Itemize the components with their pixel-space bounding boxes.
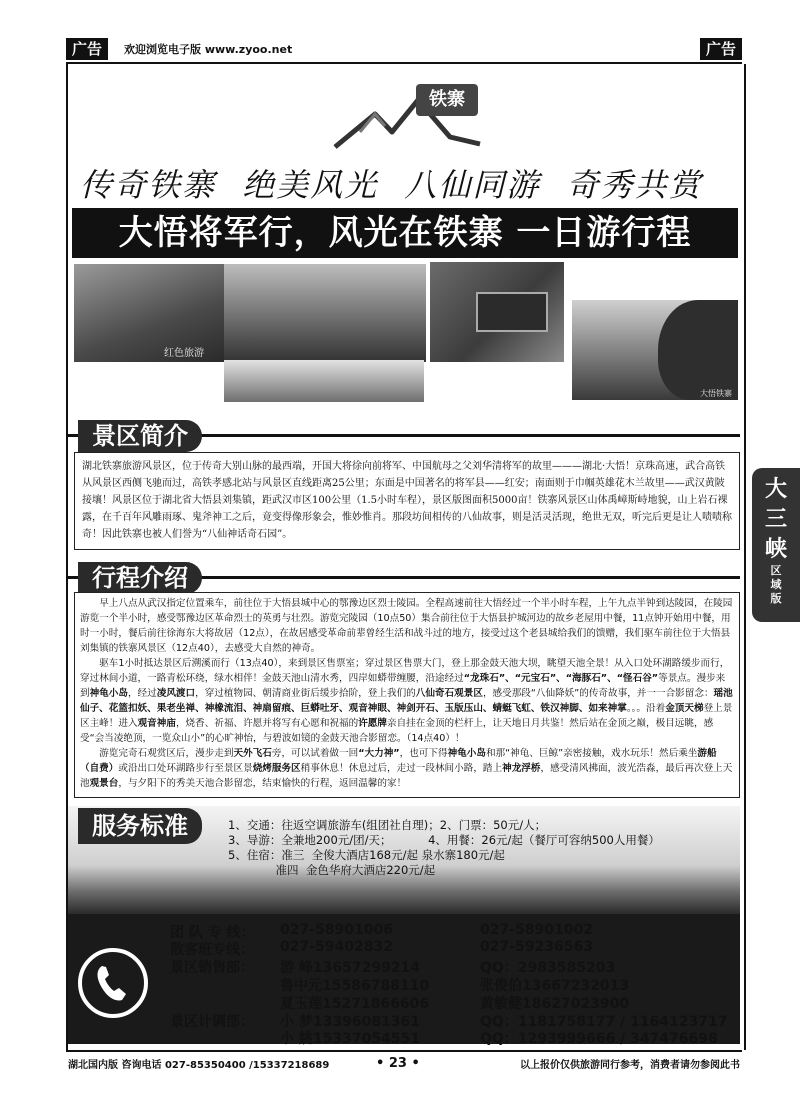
service-line: 3、导游：全兼地200元/团/天； 4、用餐：26元/起（餐厅可容纳500人用餐）	[228, 833, 660, 847]
slogan: 传奇铁寨 绝美风光 八仙同游 奇秀共赏	[80, 166, 703, 204]
itinerary-para-3: 游览完奇石观赏区后，漫步走到天外飞石旁，可以试着做一回“大力神”，也可下得神龟小岛和那“神龟、巨鲸”亲密接触，戏水玩乐！然后乘坐游船（自费）或沿出口处环湖路步行至景区景烧烤服务区稍事休息！休息过后，走过一段林间小路，踏上神龙浮桥，感受清风拂面，波光浩淼，最后再次登上天池观景台，与夕阳下的秀美天池合影留恋，结束愉快的行程，返回温馨的家！	[80, 748, 733, 789]
contact-value: QQ：2983585203	[480, 960, 616, 976]
ad-tag-left: 广告	[66, 38, 108, 60]
contact-value: 027-59236563	[480, 939, 593, 955]
contact-value: 游 峰13657299214	[280, 960, 421, 976]
contact-value: 鲁中元15586788110	[280, 978, 430, 994]
rock-shape	[658, 300, 738, 400]
contact-value: 黄敏健18627023900	[480, 996, 630, 1012]
service-line: 5、住宿：准三 全俊大酒店168元/起 泉水寨180元/起	[228, 848, 505, 862]
itinerary-para-2: 驱车1小时抵达景区后溯溪而行（13点40），来到景区售票室；穿过景区售票大门，登上那金鼓天池大坝，眺望天池全景！从入口处环湖路缓步而行，穿过林间小道，一路青松环绕，绿水相伴！金鼓天池山清水秀，四岸如蟒带缠腰，沿途经过“龙珠石”、“元宝石”、“海豚石”、“怪石谷”等景点。漫步来到神龟小岛，经过凌风渡口，穿过植物园、朝清商业街后缓步拾阶，登上我们的八仙奇石观景区，感受那段“八仙降妖”的传奇故事，并一一合影留念：瑶池仙子、花篮扣妖、果老坐禅、神橡流泪、神扇留痕、巨蟒吐牙、观音神眼、神剑开石、玉版压山、蜻蜓飞虹、铁汉神脚、如来神掌。。。沿着金顶天梯登上景区主峰！进入观音神庙，烧香、祈福、许愿并将写有心愿和祝福的许愿牌亲自挂在金顶的栏杆上，让天地日月共鉴！然后站在金顶之巅，极目远眺，感受“会当凌绝顶，一览众山小”的心旷神怡，与碧波如镜的金鼓天池合影留恋。（14点40）！	[80, 658, 733, 744]
photo-memorial-hall	[224, 264, 426, 362]
footer-disclaimer: 以上报价仅供旅游同行参考，消费者请勿参阅此书	[520, 1060, 740, 1071]
logo-badge: 铁寨	[416, 84, 478, 116]
memorial-plaque	[476, 292, 548, 332]
telephone-icon	[78, 948, 148, 1018]
contact-label: 景区计调部：	[170, 1014, 254, 1030]
contact-value: 小 梦13396081361	[280, 1014, 421, 1030]
photo-rock-climbers	[572, 300, 738, 400]
contact-label: 团 队 专 线：	[170, 925, 255, 941]
contact-value: QQ：1293999666 / 347476698	[480, 1031, 718, 1047]
side-tab	[752, 468, 800, 622]
contact-value: 027-59402832	[280, 939, 393, 955]
contact-value: QQ：1181758177 / 1164123717	[480, 1014, 728, 1030]
intro-text: 湖北铁寨旅游风景区，位于传奇大别山脉的最西端，开国大将徐向前将军、中国航母之父刘华清将军的故里———湖北·大悟！京珠高速，武合高铁从风景区西侧飞驰而过，高铁孝感北站与风景区直线距离25公里；东面是中国著名的将军县——红安；南面则于巾帼英雄花木兰故里——武汉黄陂接壤！风景区位于湖北省大悟县刘集镇，距武汉市区100公里（1.5小时车程），景区版图面积5000亩！铁寨风景区山体禹嶂斯峙地貌，山上岩石裸露，在千百年风雕雨琢、鬼斧神工之后，竟变得像形象会，惟妙惟肖。那段坊间相传的八仙故事，则是活灵活现，绝世无双，听完后更是让人啧啧称奇！因此铁寨也被人们誉为“八仙神话奇石园”。	[82, 461, 732, 540]
footer-left: 湖北国内版 咨询电话 027-85350400 /15337218689	[68, 1060, 330, 1071]
itinerary-heading: 行程介绍	[78, 562, 202, 594]
contact-value: 小 姚15337054551	[280, 1031, 421, 1047]
contact-value: 027-58901006	[280, 922, 393, 938]
service-line: 1、交通：往返空调旅游车(组团社自理)；2、门票：50元/人；	[228, 818, 547, 832]
photo-building-front	[224, 360, 424, 402]
contact-value: 027-58901002	[480, 922, 593, 938]
contact-label: 景区销售部：	[170, 960, 254, 976]
contact-value: 张俊伯13667232013	[480, 978, 630, 994]
service-line: 准四 金色华府大酒店220元/起	[228, 863, 436, 877]
service-heading: 服务标准	[78, 808, 202, 844]
intro-heading: 景区简介	[78, 420, 202, 452]
photo-visitors	[74, 264, 224, 362]
service-details	[228, 818, 660, 878]
footer-divider	[66, 1050, 742, 1052]
contact-value: 夏玉莲15271866606	[280, 996, 430, 1012]
side-tab-subtitle: 区域版	[770, 564, 782, 605]
itinerary-para-1: 早上八点从武汉指定位置乘车，前往位于大悟县城中心的鄂豫边区烈士陵园。全程高速前往大悟经过一个半小时车程，上午九点半钟到达陵园，在陵园游览一个半小时，感受鄂豫边区革命烈士的英勇与壮烈。游览完陵园（10点50）集合前往位于大悟县护城河边的故乡老屋用中餐，11点钟开始用中餐，用时一小时，餐后前往徐海东大将故居（12点），在故居感受革命前辈曾经生活和战斗过的地方，接受过这个老县城给我们的馈赠，我们驱车前往位于大悟县刘集镇的铁寨风景区（12点40），去感受大自然的神奇。	[80, 598, 733, 654]
ad-tag-right: 广告	[700, 38, 742, 60]
page-number: • 23 •	[376, 1056, 420, 1071]
title-banner: 大悟将军行，风光在铁寨 一日游行程	[72, 208, 738, 258]
site-url-text: 欢迎浏览电子版 www.zyoo.net	[124, 43, 293, 56]
contact-label: 散客班专线：	[170, 942, 254, 958]
photo-watermark-2: 大悟铁寨	[700, 389, 732, 398]
itinerary-text	[80, 596, 734, 791]
photo-watermark: 红色旅游	[164, 348, 204, 359]
side-tab-title: 大三峡	[764, 476, 787, 562]
